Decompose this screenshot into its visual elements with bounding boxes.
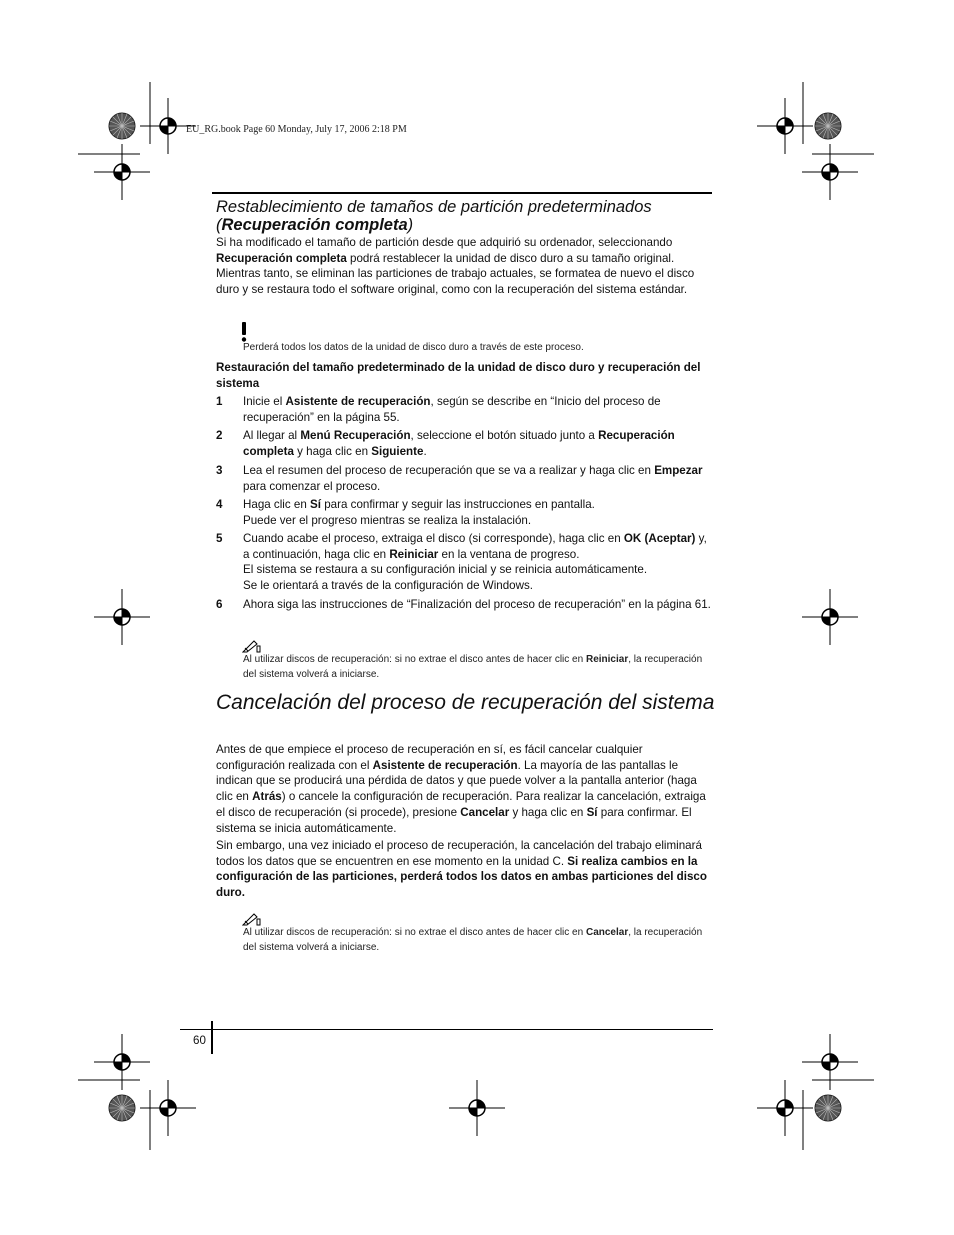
- text: para confirmar y seguir las instrucciones en pantalla.: [321, 498, 595, 511]
- step-text: [243, 394, 713, 425]
- text: para confirmar. El sistema se inicia automáticamente.: [216, 805, 692, 835]
- bold-term: Reiniciar: [389, 547, 439, 561]
- section-title-bold: Recuperación completa: [221, 216, 408, 234]
- starburst-icon: [109, 1095, 135, 1121]
- registration-crosshair-icon: [94, 589, 150, 645]
- bold-term: Atrás: [252, 790, 282, 804]
- bold-term: Recuperación completa: [243, 429, 675, 458]
- starburst-icon: [815, 113, 841, 139]
- text: Al utilizar discos de recuperación: si no extrae el disco antes de hacer clic en: [243, 654, 586, 665]
- top-rule: [212, 192, 712, 194]
- text: . La mayoría de las pantallas le indican que se producirá una pérdida de datos y que puede volver a la pantalla anterior (haga clic en: [216, 758, 697, 804]
- registration-crosshair-icon: [802, 1034, 858, 1090]
- step-text: [243, 597, 713, 613]
- registration-crosshair-icon: [94, 144, 150, 200]
- text: para comenzar el proceso.: [243, 479, 381, 493]
- subheading: Restauración del tamaño predeterminado de la unidad de disco duro y recuperación del sistema: [216, 361, 701, 390]
- bold-term: Siguiente: [371, 444, 424, 458]
- text: , la recuperación del sistema volverá a iniciarse.: [243, 927, 703, 953]
- text: Haga clic en: [243, 498, 311, 511]
- warning-note: Perderá todos los datos de la unidad de disco duro a través de este proceso.: [243, 342, 584, 353]
- bold-term: Cancelar: [585, 927, 629, 938]
- step-text: [243, 531, 713, 594]
- step-number: 2: [216, 429, 223, 442]
- text: Puede ver el progreso mientras se realiza la instalación.: [243, 513, 532, 527]
- text: , la recuperación del sistema volverá a iniciarse.: [243, 654, 703, 680]
- text: Al utilizar discos de recuperación: si no extrae el disco antes de hacer clic en: [243, 927, 586, 938]
- registration-crosshair-icon: [757, 98, 813, 154]
- paragraph: [216, 838, 712, 901]
- recovery-note: [243, 653, 713, 682]
- paragraph: [216, 742, 712, 836]
- text: El sistema se restaura a su configuración inicial y se reinicia automáticamente.: [243, 563, 648, 577]
- starburst-icon: [109, 113, 135, 139]
- step-text: [243, 463, 713, 494]
- intro-paragraph: [216, 235, 712, 298]
- bold-term: Sí: [310, 498, 321, 511]
- registration-crosshair-icon: [94, 1034, 150, 1090]
- cancel-note: [243, 926, 713, 955]
- registration-crosshair-icon: [802, 589, 858, 645]
- section-title-paren: (: [216, 216, 222, 234]
- exclamation-icon: [241, 322, 247, 342]
- text: .: [423, 444, 427, 458]
- footer-divider: [211, 1021, 213, 1054]
- bold-term: OK (Aceptar): [623, 532, 696, 545]
- step-number: 6: [216, 598, 223, 611]
- text: Lea el resumen del proceso de recuperación que se va a realizar y haga clic en: [243, 464, 655, 477]
- text: Ahora siga las instrucciones de “Finalización del proceso de recuperación” en la página 61.: [243, 598, 711, 611]
- step-text: [243, 428, 713, 459]
- text: y haga clic en: [509, 805, 587, 819]
- text: Al llegar al: [243, 429, 301, 442]
- text: Antes de que empiece el proceso de recuperación en sí, es fácil cancelar cualquier configuración realizada con el: [216, 743, 643, 772]
- text: y, a continuación, haga clic en: [243, 532, 707, 561]
- registration-crosshair-icon: [802, 144, 858, 200]
- section-title-text: Restablecimiento de tamaños de partición predeterminados: [216, 198, 652, 216]
- step-text: [243, 497, 713, 528]
- bold-term: Empezar: [654, 464, 703, 477]
- step-number: 5: [216, 532, 223, 545]
- text: en la ventana de progreso.: [438, 547, 580, 561]
- bold-warning: Si realiza cambios en la configuración de las particiones, perderá todos los datos en ambas particiones del disco duro.: [216, 854, 707, 900]
- pencil-note-icon: [242, 639, 262, 653]
- text: Inicie el: [243, 395, 286, 408]
- section-title-paren: ): [407, 216, 414, 234]
- text: Si ha modificado el tamaño de partición desde que adquirió su ordenador, seleccionando: [216, 236, 673, 249]
- section-title: [216, 198, 716, 234]
- bold-term: Sí: [586, 805, 598, 819]
- registration-crosshair-icon: [757, 1080, 813, 1136]
- footer-rule: [180, 1029, 713, 1030]
- text: podrá restablecer la unidad de disco duro a su tamaño original. Mientras tanto, se eliminan las particiones de trabajo actuales, se formatea de nuevo el disco duro y se restaura todo el software original, como con la recuperación del sistema estándar.: [216, 251, 695, 297]
- text: , según se describe en “Inicio del proceso de recuperación” en la página 55.: [243, 395, 661, 424]
- section-heading: Cancelación del proceso de recuperación del sistema: [216, 691, 715, 714]
- text: ) o cancele la configuración de recuperación. Para realizar la cancelación, extraiga el disco de recuperación (si procede), presione: [216, 790, 706, 819]
- print-info-header: EU_RG.book Page 60 Monday, July 17, 2006 2:18 PM: [186, 124, 407, 135]
- registration-crosshair-icon: [449, 1080, 505, 1136]
- starburst-icon: [815, 1095, 841, 1121]
- page-number: 60: [193, 1034, 206, 1047]
- text: Sin embargo, una vez iniciado el proceso de recuperación, la cancelación del trabajo eliminará todos los datos que se encuentren en ese momento en la unidad C.: [216, 839, 702, 868]
- text: Se le orientará a través de la configuración de Windows.: [243, 579, 534, 593]
- bold-term: Asistente de recuperación: [372, 758, 518, 772]
- bold-term: Recuperación completa: [216, 251, 347, 265]
- registration-crosshair-icon: [140, 1080, 196, 1136]
- pencil-note-icon: [242, 912, 262, 926]
- step-number: 1: [216, 395, 223, 408]
- text: y haga clic en: [293, 444, 372, 458]
- bold-term: Menú Recuperación: [300, 429, 411, 442]
- text: , seleccione el botón situado junto a: [410, 429, 599, 442]
- bold-term: Cancelar: [460, 805, 510, 819]
- bold-term: Reiniciar: [585, 654, 629, 665]
- step-number: 4: [216, 498, 223, 511]
- text: Cuando acabe el proceso, extraiga el disco (si corresponde), haga clic en: [243, 532, 624, 545]
- bold-term: Asistente de recuperación: [285, 395, 431, 408]
- step-number: 3: [216, 464, 223, 477]
